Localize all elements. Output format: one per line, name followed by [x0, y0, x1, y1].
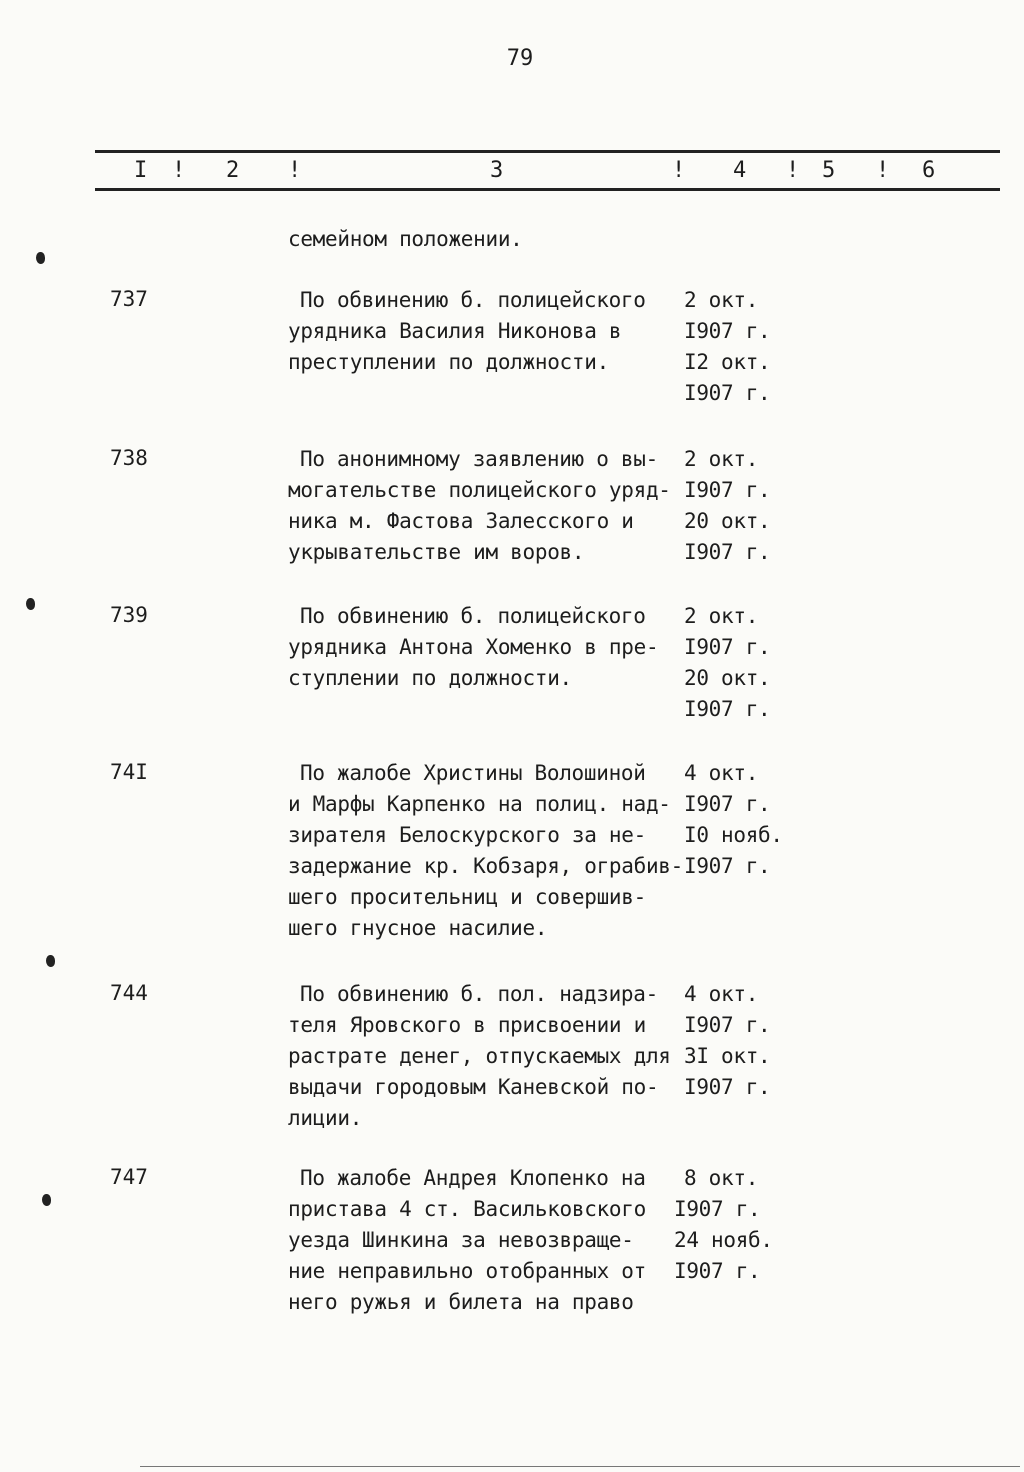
header-separator: !	[672, 158, 686, 183]
entry-text-line: выдачи городовым Каневской по-	[288, 1075, 659, 1099]
entry-text-line: По жалобе Христины Волошиной	[300, 761, 646, 785]
binding-hole-mark	[36, 252, 45, 264]
entry-text-line: растрате денег, отпускаемых для	[288, 1044, 671, 1068]
entry-number: 737	[110, 287, 148, 311]
entry-date-line: 20 окт.	[684, 509, 771, 533]
header-separator: !	[786, 158, 800, 183]
entry-number: 739	[110, 603, 148, 627]
entry-date-line: I907 г.	[684, 792, 771, 816]
binding-hole-mark	[46, 955, 55, 967]
footer-rule	[140, 1466, 1020, 1467]
header-col-3: 3	[490, 158, 504, 183]
entry-text-line: уезда Шинкина за невозвраще-	[288, 1228, 634, 1252]
header-col-2: 2	[226, 158, 240, 183]
header-rule-bottom	[95, 188, 1000, 191]
entry-number: 738	[110, 446, 148, 470]
entry-date-line: I907 г.	[684, 635, 771, 659]
entry-text-line: шего гнусное насилие.	[288, 916, 548, 940]
entry-number: 747	[110, 1165, 148, 1189]
entry-date-line: I907 г.	[684, 381, 771, 405]
entry-text-line: пристава 4 ст. Васильковского	[288, 1197, 646, 1221]
header-col-4: 4	[733, 158, 747, 183]
entry-date-line: I907 г.	[684, 1013, 771, 1037]
header-separator: !	[288, 158, 302, 183]
entry-text-line: него ружья и билета на право	[288, 1290, 634, 1314]
carryover-text: семейном положении.	[288, 227, 523, 251]
entry-text-line: и Марфы Карпенко на полиц. над-	[288, 792, 671, 816]
entry-text-line: лиции.	[288, 1106, 363, 1130]
entry-date-line: I907 г.	[674, 1197, 761, 1221]
entry-date-line: 24 нояб.	[674, 1228, 773, 1252]
entry-text-line: урядника Антона Хоменко в пре-	[288, 635, 659, 659]
entry-date-line: I0 нояб.	[684, 823, 783, 847]
entry-text-line: зирателя Белоскурского за не-	[288, 823, 646, 847]
entry-date-line: I907 г.	[684, 319, 771, 343]
header-col-5: 5	[822, 158, 836, 183]
entry-date-line: I907 г.	[684, 478, 771, 502]
header-separator: !	[172, 158, 186, 183]
entry-date-line: 2 окт.	[684, 604, 759, 628]
entry-text-line: ника м. Фастова Залесского и	[288, 509, 634, 533]
page-number: 79	[506, 46, 534, 71]
entry-date-line: 4 окт.	[684, 982, 759, 1006]
binding-hole-mark	[26, 598, 35, 610]
entry-text-line: шего просительниц и совершив-	[288, 885, 646, 909]
entry-text-line: теля Яровского в присвоении и	[288, 1013, 646, 1037]
entry-text-line: По жалобе Андрея Клопенко на	[300, 1166, 646, 1190]
entry-date-line: I907 г.	[684, 854, 771, 878]
entry-text-line: ступлении по должности.	[288, 666, 572, 690]
header-separator: !	[876, 158, 890, 183]
header-col-1: I	[134, 158, 148, 183]
entry-date-line: 3I окт.	[684, 1044, 771, 1068]
entry-text-line: преступлении по должности.	[288, 350, 609, 374]
header-col-6: 6	[922, 158, 936, 183]
entry-number: 74I	[110, 760, 148, 784]
entry-text-line: задержание кр. Кобзаря, ограбив-	[288, 854, 683, 878]
entry-text-line: могательстве полицейского уряд-	[288, 478, 671, 502]
entry-date-line: 8 окт.	[684, 1166, 759, 1190]
entry-date-line: 2 окт.	[684, 447, 759, 471]
entry-text-line: По анонимному заявлению о вы-	[300, 447, 658, 471]
entry-date-line: I907 г.	[684, 697, 771, 721]
entry-date-line: I907 г.	[684, 1075, 771, 1099]
entry-text-line: По обвинению б. полицейского	[300, 288, 646, 312]
entry-date-line: 4 окт.	[684, 761, 759, 785]
entry-text-line: По обвинению б. полицейского	[300, 604, 646, 628]
entry-date-line: 20 окт.	[684, 666, 771, 690]
entry-text-line: укрывательстве им воров.	[288, 540, 585, 564]
entry-date-line: I907 г.	[684, 540, 771, 564]
header-rule-top	[95, 150, 1000, 153]
entry-number: 744	[110, 981, 148, 1005]
entry-date-line: 2 окт.	[684, 288, 759, 312]
entry-date-line: I2 окт.	[684, 350, 771, 374]
entry-date-line: I907 г.	[674, 1259, 761, 1283]
binding-hole-mark	[42, 1194, 51, 1206]
entry-text-line: По обвинению б. пол. надзира-	[300, 982, 658, 1006]
entry-text-line: ние неправильно отобранных от	[288, 1259, 646, 1283]
entry-text-line: урядника Василия Никонова в	[288, 319, 622, 343]
